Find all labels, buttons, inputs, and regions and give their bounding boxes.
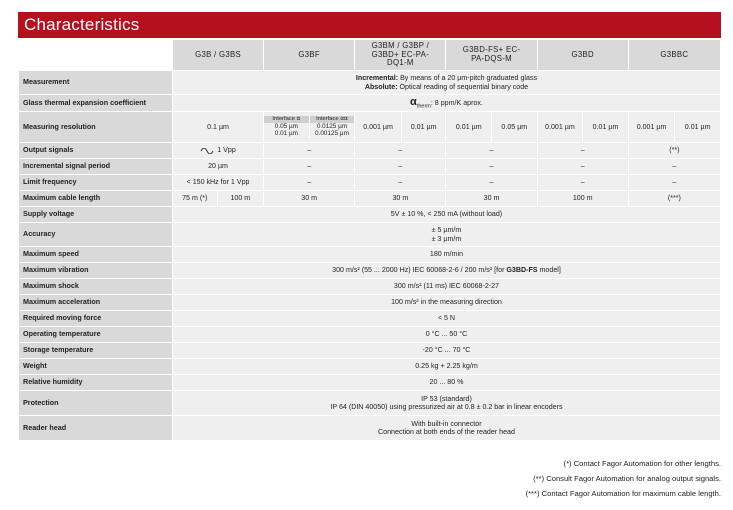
glass-expansion-value: $\alpha_{therm}$: 8 ppm/K aprox. — [172, 95, 720, 112]
table-row — [19, 416, 721, 441]
cable-g3bbc: (***) — [628, 191, 720, 207]
table-row — [19, 71, 721, 95]
cable-g3bd: 100 m — [537, 191, 628, 207]
acceleration-value: 100 m/s² in the measuring direction — [172, 295, 720, 311]
output-g3bd: – — [537, 143, 628, 159]
period-g3bm: – — [355, 159, 446, 175]
row-label: Output signals — [19, 143, 173, 159]
output-g3b: 1 Vpp — [172, 143, 263, 159]
column-header: G3B / G3BS — [172, 40, 263, 71]
table-row — [19, 143, 721, 159]
column-header: G3BD-FS+ EC-PA-DQS-M — [446, 40, 537, 71]
column-header: G3BM / G3BP / G3BD+ EC-PA-DQ1-M — [355, 40, 446, 71]
footnote: (*) Contact Fagor Automation for other lengths. — [563, 459, 721, 468]
footnote: (**) Consult Fagor Automation for analog output signals. — [533, 474, 721, 483]
table-row — [19, 159, 721, 175]
frequency-g3b: < 150 kHz for 1 Vpp — [172, 175, 263, 191]
accuracy-value: ± 5 µm/m ± 3 µm/m — [172, 223, 720, 247]
row-label: Operating temperature — [19, 327, 173, 343]
resolution-g3bbc-a: 0.001 µm — [628, 112, 675, 143]
cable-g3bf: 30 m — [264, 191, 355, 207]
row-label: Accuracy — [19, 223, 173, 247]
cable-g3b-b: 100 m — [217, 191, 264, 207]
row-label: Maximum shock — [19, 279, 173, 295]
supply-value: 5V ± 10 %, < 250 mA (without load) — [172, 207, 720, 223]
frequency-g3bdfs: – — [446, 175, 537, 191]
table-row — [19, 359, 721, 375]
vibration-value: 300 m/s² (55 ... 2000 Hz) IEC 60068-2-6 / 200 m/s² [for G3BD-FS model] — [172, 263, 720, 279]
output-g3bdfs: – — [446, 143, 537, 159]
period-g3bd: – — [537, 159, 628, 175]
force-value: < 5 N — [172, 311, 720, 327]
resolution-g3bm-b: 0.01 µm — [401, 112, 446, 143]
row-label: Incremental signal period — [19, 159, 173, 175]
row-label: Weight — [19, 359, 173, 375]
row-label: Protection — [19, 391, 173, 416]
footnotes — [526, 456, 721, 501]
cable-g3bm: 30 m — [355, 191, 446, 207]
reader-head-value: With built-in connector Connection at both ends of the reader head — [172, 416, 720, 441]
table-row — [19, 223, 721, 247]
row-label: Storage temperature — [19, 343, 173, 359]
row-label: Required moving force — [19, 311, 173, 327]
table-row — [19, 175, 721, 191]
table-row — [19, 207, 721, 223]
table-row — [19, 343, 721, 359]
table-row — [19, 191, 721, 207]
frequency-g3bd: – — [537, 175, 628, 191]
output-g3bm: – — [355, 143, 446, 159]
shock-value: 300 m/s² (11 ms) IEC 60068-2-27 — [172, 279, 720, 295]
header-corner — [19, 40, 173, 71]
output-g3bf: – — [264, 143, 355, 159]
resolution-g3bf: Interface ⍺ Interface ⍺⍺ 0.05 µm 0.0125 µm 0.01 µm 0.00125 µm — [264, 112, 355, 143]
characteristics-table — [18, 39, 721, 441]
row-label: Supply voltage — [19, 207, 173, 223]
cable-g3bdfs: 30 m — [446, 191, 537, 207]
table-row — [19, 311, 721, 327]
table-row — [19, 375, 721, 391]
table-row — [19, 391, 721, 416]
footnote: (***) Contact Fagor Automation for maximum cable length. — [525, 489, 721, 498]
resolution-g3bdfs-b: 0.05 µm — [492, 112, 538, 143]
resolution-g3bd-a: 0.001 µm — [537, 112, 583, 143]
row-label: Glass thermal expansion coefficient — [19, 95, 173, 112]
row-label: Measuring resolution — [19, 112, 173, 143]
section-title: Characteristics — [18, 12, 721, 38]
speed-value: 180 m/min — [172, 247, 720, 263]
row-label: Maximum cable length — [19, 191, 173, 207]
row-label: Reader head — [19, 416, 173, 441]
storage-temp-value: -20 °C ... 70 °C — [172, 343, 720, 359]
humidity-value: 20 ... 80 % — [172, 375, 720, 391]
sine-wave-icon — [200, 148, 214, 154]
resolution-g3bdfs-a: 0.01 µm — [446, 112, 492, 143]
row-label: Relative humidity — [19, 375, 173, 391]
measurement-value: Incremental: By means of a 20 µm-pitch graduated glass Absolute: Optical reading of sequential binary code — [172, 71, 720, 95]
column-header: G3BD — [537, 40, 628, 71]
resolution-g3b: 0.1 µm — [172, 112, 263, 143]
table-row — [19, 95, 721, 112]
period-g3bdfs: – — [446, 159, 537, 175]
row-label: Measurement — [19, 71, 173, 95]
row-label: Maximum speed — [19, 247, 173, 263]
table-row — [19, 279, 721, 295]
column-header: G3BF — [264, 40, 355, 71]
table-row — [19, 327, 721, 343]
resolution-g3bbc-b: 0.01 µm — [675, 112, 721, 143]
table-row — [19, 295, 721, 311]
table-row — [19, 247, 721, 263]
resolution-g3bm-a: 0.001 µm — [355, 112, 402, 143]
period-g3bbc: – — [628, 159, 720, 175]
column-header: G3BBC — [628, 40, 720, 71]
frequency-g3bf: – — [264, 175, 355, 191]
period-g3bf: – — [264, 159, 355, 175]
row-label: Maximum vibration — [19, 263, 173, 279]
table-row — [19, 112, 721, 143]
output-g3bbc: (**) — [628, 143, 720, 159]
row-label: Limit frequency — [19, 175, 173, 191]
period-g3b: 20 µm — [172, 159, 263, 175]
frequency-g3bbc: – — [628, 175, 720, 191]
weight-value: 0.25 kg + 2.25 kg/m — [172, 359, 720, 375]
protection-value: IP 53 (standard) IP 64 (DIN 40050) using pressurized air at 0.8 ± 0.2 bar in linear encoders — [172, 391, 720, 416]
cable-g3b-a: 75 m (*) — [172, 191, 217, 207]
resolution-g3bd-b: 0.01 µm — [583, 112, 629, 143]
frequency-g3bm: – — [355, 175, 446, 191]
row-label: Maximum acceleration — [19, 295, 173, 311]
operating-temp-value: 0 °C ... 50 °C — [172, 327, 720, 343]
table-row — [19, 263, 721, 279]
